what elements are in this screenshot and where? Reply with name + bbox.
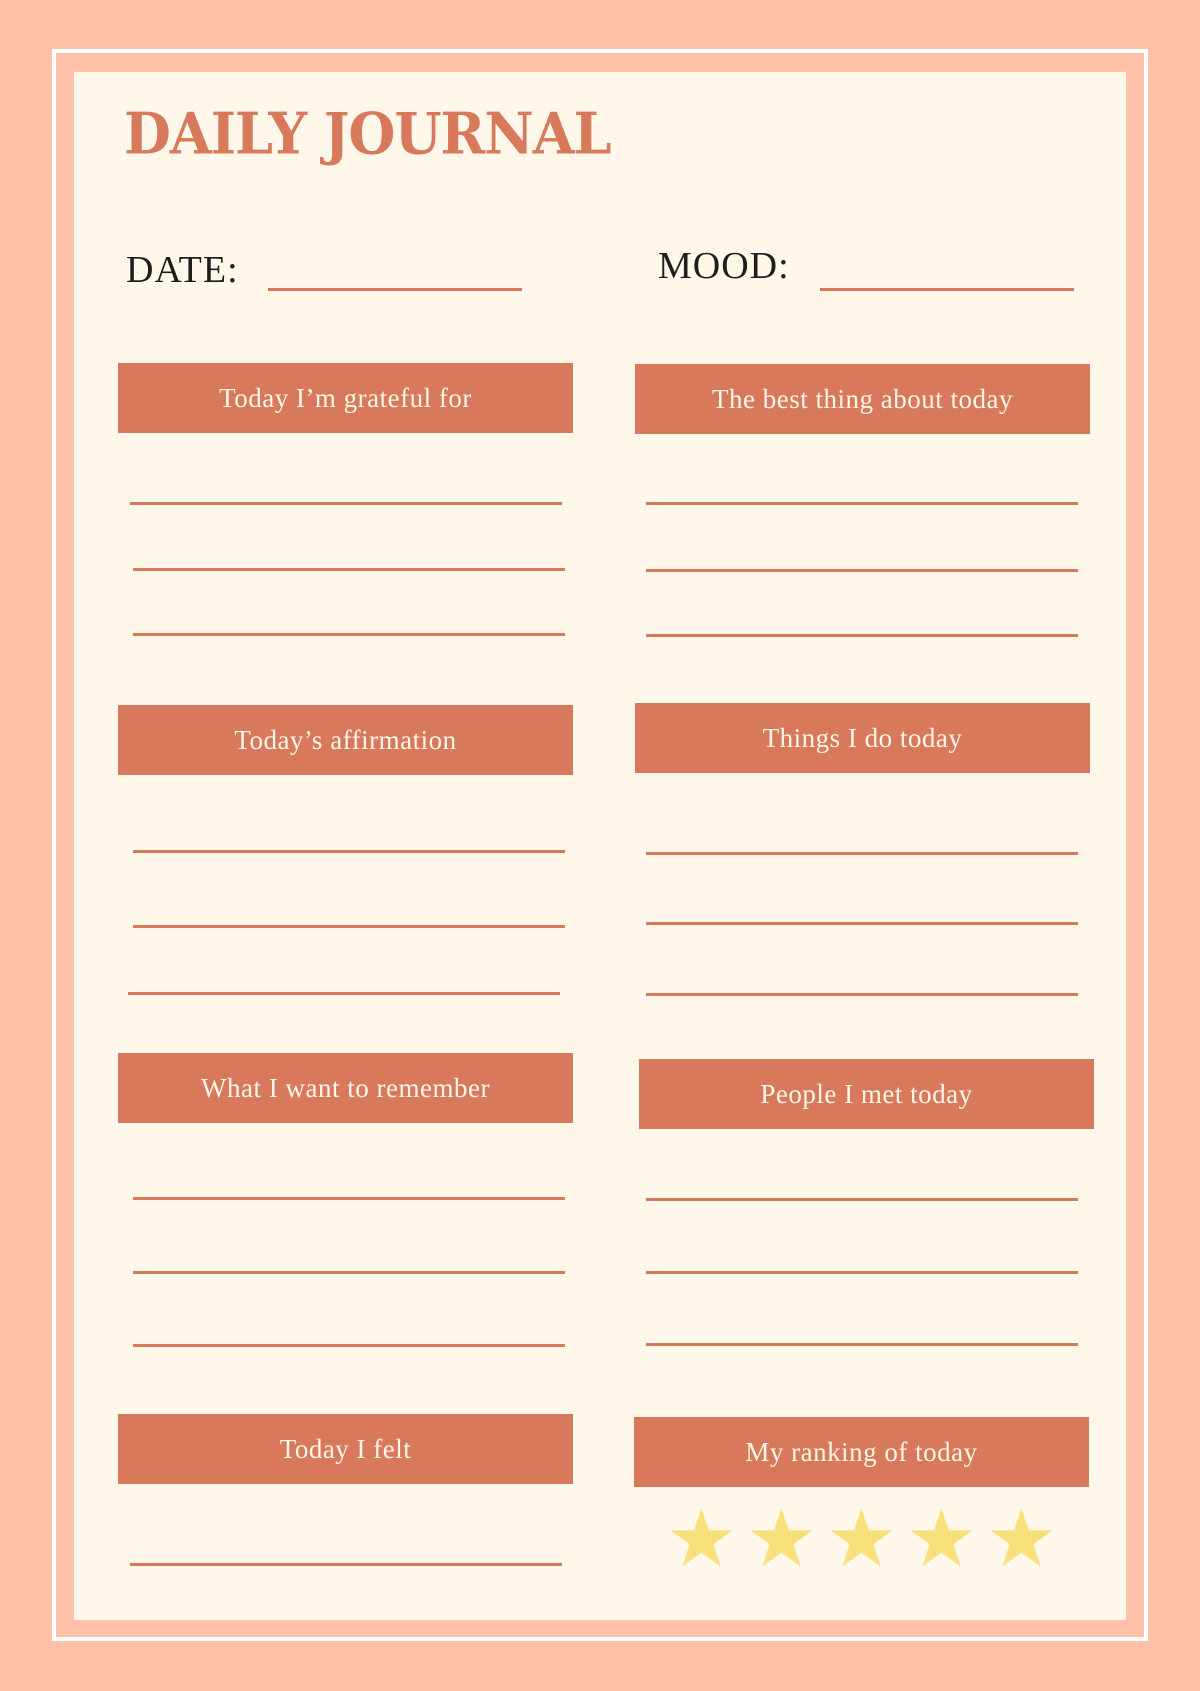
grateful-line-3[interactable] [133, 633, 565, 636]
remember-line-3[interactable] [133, 1344, 565, 1347]
star-icon[interactable] [670, 1508, 733, 1568]
affirmation-line-2[interactable] [133, 925, 565, 928]
date-label: DATE: [126, 249, 239, 291]
mood-field[interactable] [820, 288, 1074, 291]
remember-line-1[interactable] [133, 1197, 565, 1200]
ranking-stars [670, 1508, 1053, 1568]
section-header-felt: Today I felt [118, 1414, 573, 1484]
mood-label: MOOD: [658, 245, 790, 287]
best-thing-line-1[interactable] [646, 502, 1078, 505]
people-met-line-2[interactable] [646, 1271, 1078, 1274]
star-icon[interactable] [990, 1508, 1053, 1568]
best-thing-line-3[interactable] [646, 634, 1078, 637]
things-do-line-2[interactable] [646, 922, 1078, 925]
remember-line-2[interactable] [133, 1271, 565, 1274]
section-header-people-met: People I met today [639, 1059, 1094, 1129]
best-thing-line-2[interactable] [646, 569, 1078, 572]
page-title: DAILY JOURNAL [124, 100, 611, 168]
star-icon[interactable] [750, 1508, 813, 1568]
things-do-line-1[interactable] [646, 852, 1078, 855]
star-icon[interactable] [830, 1508, 893, 1568]
date-field[interactable] [268, 288, 522, 291]
felt-line-1[interactable] [130, 1563, 562, 1566]
star-icon[interactable] [910, 1508, 973, 1568]
affirmation-line-3[interactable] [128, 992, 560, 995]
section-header-remember: What I want to remember [118, 1053, 573, 1123]
grateful-line-2[interactable] [133, 568, 565, 571]
section-header-ranking: My ranking of today [634, 1417, 1089, 1487]
section-header-affirmation: Today’s affirmation [118, 705, 573, 775]
journal-page [74, 72, 1126, 1620]
section-header-best-thing: The best thing about today [635, 364, 1090, 434]
people-met-line-1[interactable] [646, 1198, 1078, 1201]
grateful-line-1[interactable] [130, 502, 562, 505]
section-header-things-do: Things I do today [635, 703, 1090, 773]
things-do-line-3[interactable] [646, 993, 1078, 996]
section-header-grateful: Today I’m grateful for [118, 363, 573, 433]
affirmation-line-1[interactable] [133, 850, 565, 853]
people-met-line-3[interactable] [646, 1343, 1078, 1346]
